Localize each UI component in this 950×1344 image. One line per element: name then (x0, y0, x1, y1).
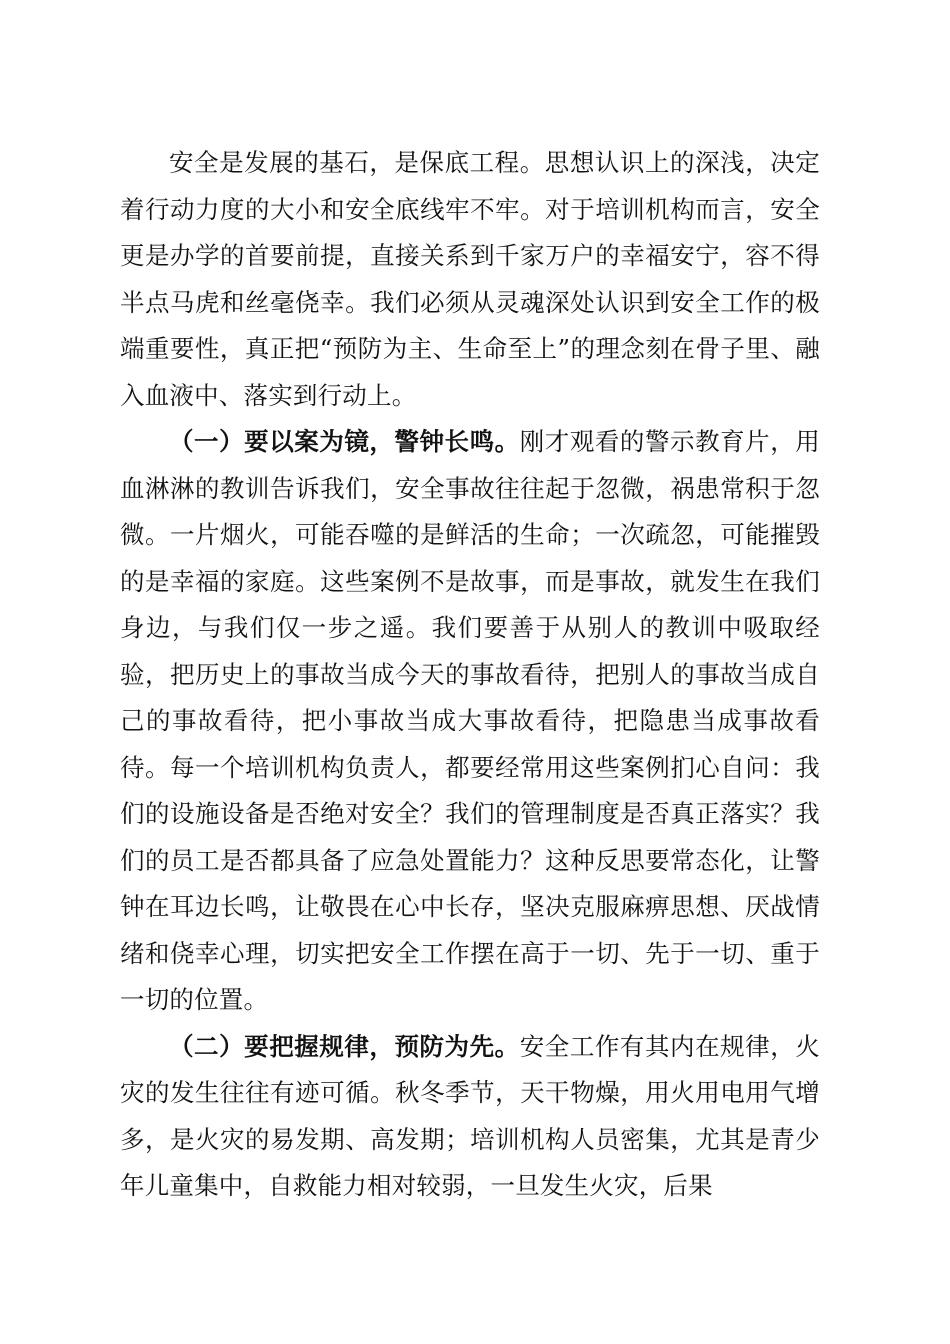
paragraph-heading: （一）要以案为镜，警钟长鸣。 (169, 427, 520, 456)
paragraph-section-2 (120, 1024, 820, 1210)
paragraph-section-1 (120, 419, 820, 1024)
paragraph-text: 安全工作有其内在规律，火灾的发生往往有迹可循。秋冬季节，天干物燥，用火用电用气增多，是火灾的易发期、高发期；培训机构人员密集，尤其是青少年儿童集中，自救能力相对较弱，一旦发生火灾，后果 (120, 1031, 820, 1200)
paragraph-heading: （二）要把握规律，预防为先。 (169, 1031, 520, 1061)
paragraph-text: 安全是发展的基石，是保底工程。思想认识上的深浅，决定着行动力度的大小和安全底线牢不牢。对于培训机构而言，安全更是办学的首要前提，直接关系到千家万户的幸福安宁，容不得半点马虎和丝毫侥幸。我们必须从灵魂深处认识到安全工作的极端重要性，真正把“预防为主、生命至上”的理念刻在骨子里、融入血液中、落实到行动上。 (120, 148, 820, 410)
paragraph-text: 刚才观看的警示教育片，用血淋淋的教训告诉我们，安全事故往往起于忽微，祸患常积于忽微。一片烟火，可能吞噬的是鲜活的生命；一次疏忽，可能摧毁的是幸福的家庭。这些案例不是故事，而是事故，就发生在我们身边，与我们仅一步之遥。我们要善于从别人的教训中吸取经验，把历史上的事故当成今天的事故看待，把别人的事故当成自己的事故看待，把小事故当成大事故看待，把隐患当成事故看待。每一个培训机构负责人，都要经常用这些案例扪心自问：我们的设施设备是否绝对安全？我们的管理制度是否真正落实？我们的员工是否都具备了应急处置能力？这种反思要常态化，让警钟在耳边长鸣，让敬畏在心中长存，坚决克服麻痹思想、厌战情绪和侥幸心理，切实把安全工作摆在高于一切、先于一切、重于一切的位置。 (120, 427, 820, 1014)
document-body (120, 140, 820, 1210)
paragraph-intro (120, 140, 820, 419)
